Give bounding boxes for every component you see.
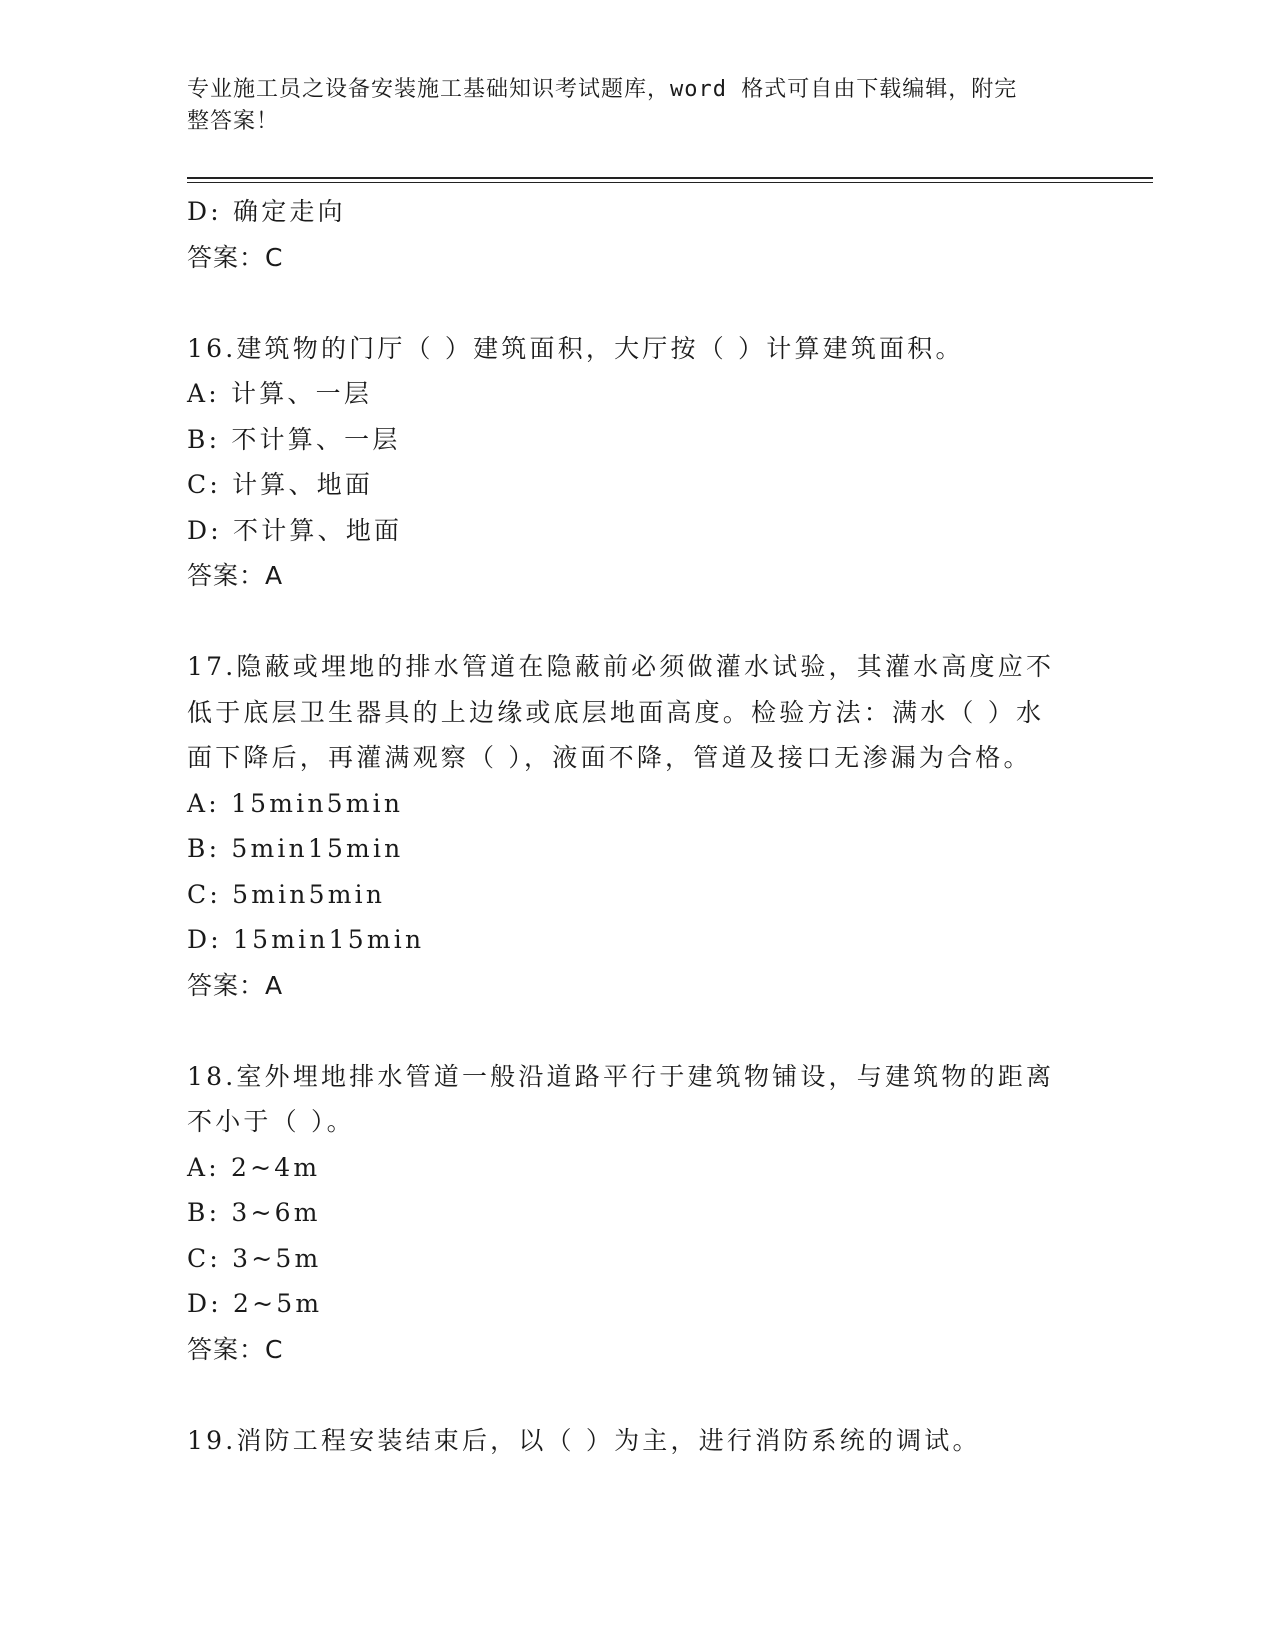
header-line-2: 整答案！ — [187, 109, 280, 134]
option-a: A: 15min5min — [187, 788, 404, 818]
option-c: C: 计算、地面 — [187, 470, 374, 499]
question-stem: 不小于（ ）。 — [187, 1107, 355, 1136]
option-c: C: 5min5min — [187, 879, 386, 909]
question-19 — [187, 1418, 1087, 1464]
header-line-1: 专业施工员之设备安装施工基础知识考试题库，word 格式可自由下载编辑，附完 — [187, 77, 1018, 102]
option-a: A: 计算、一层 — [187, 379, 373, 408]
question-list — [187, 189, 1087, 1463]
option-b: B: 5min15min — [187, 834, 404, 863]
answer-line: 答案：A — [187, 970, 284, 1000]
question-17 — [187, 644, 1087, 1008]
answer-line: 答案：A — [187, 561, 284, 590]
question-stem: 18.室外埋地排水管道一般沿道路平行于建筑物铺设，与建筑物的距离 — [187, 1061, 1055, 1091]
question-stem: 16.建筑物的门厅（ ）建筑面积，大厅按（ ）计算建筑面积。 — [187, 333, 964, 363]
spacer — [187, 1008, 1087, 1054]
header-divider-thin — [187, 182, 1153, 183]
question-stem: 低于底层卫生器具的上边缘或底层地面高度。检验方法：满水（ ）水 — [187, 697, 1045, 727]
question-stem: 17.隐蔽或埋地的排水管道在隐蔽前必须做灌水试验，其灌水高度应不 — [187, 652, 1055, 681]
question-stem: 面下降后，再灌满观察（ ），液面不降，管道及接口无渗漏为合格。 — [187, 743, 1032, 772]
option-b: B: 不计算、一层 — [187, 424, 401, 454]
header-divider — [187, 177, 1153, 179]
spacer — [187, 280, 1087, 326]
document-header — [187, 74, 1067, 138]
option-a: A: 2~4m — [187, 1152, 321, 1182]
question-stem: 19.消防工程安装结束后，以（ ）为主，进行消防系统的调试。 — [187, 1425, 981, 1455]
option-d: D: 2~5m — [187, 1289, 323, 1318]
spacer — [187, 599, 1087, 645]
question-18 — [187, 1054, 1087, 1373]
option-d: D: 15min15min — [187, 925, 425, 954]
option-d: D: 确定走向 — [187, 197, 346, 226]
option-c: C: 3~5m — [187, 1243, 322, 1273]
answer-line: 答案：C — [187, 242, 284, 272]
question-16 — [187, 326, 1087, 599]
option-b: B: 3~6m — [187, 1198, 321, 1227]
option-d: D: 不计算、地面 — [187, 515, 403, 545]
spacer — [187, 1372, 1087, 1418]
answer-line: 答案：C — [187, 1334, 284, 1364]
